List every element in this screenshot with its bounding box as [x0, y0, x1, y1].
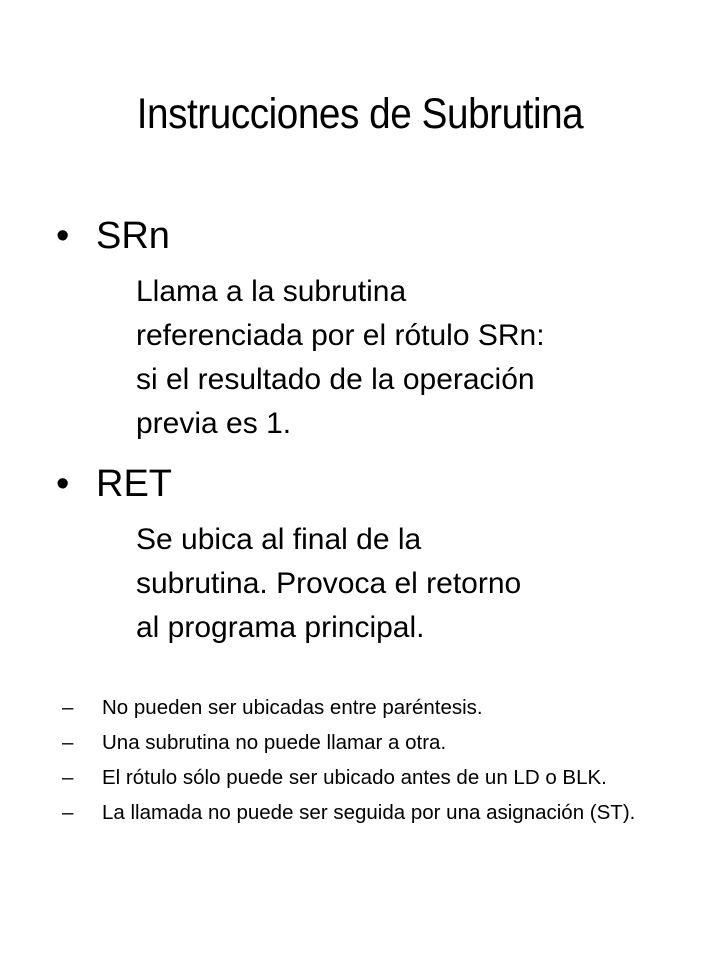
description-ret [136, 518, 696, 650]
bullet-ret [56, 462, 172, 506]
description-line: si el resultado de la operación [136, 363, 535, 396]
description-line: al programa principal. [136, 611, 425, 644]
dash-icon: – [62, 766, 74, 789]
bullet-dot-icon: • [56, 215, 70, 257]
description-line: referenciada por el rótulo SRn: [136, 319, 545, 352]
note-text: No pueden ser ubicadas entre paréntesis. [102, 696, 483, 719]
note-item [62, 694, 662, 722]
description-line: subrutina. Provoca el retorno [136, 567, 522, 600]
dash-icon: – [62, 801, 74, 824]
note-item [62, 799, 662, 827]
note-text: Una subrutina no puede llamar a otra. [102, 731, 447, 754]
bullet-label-ret: RET [96, 463, 172, 505]
dash-icon: – [62, 696, 74, 719]
bullet-label-srn: SRn [96, 215, 170, 257]
bullet-srn [56, 214, 170, 258]
description-line: Llama a la subrutina [136, 275, 407, 308]
bullet-dot-icon: • [56, 463, 70, 505]
note-item [62, 729, 662, 757]
note-text: El rótulo sólo puede ser ubicado antes de un LD o BLK. [102, 766, 607, 789]
description-srn [136, 270, 696, 446]
notes-list [62, 694, 662, 834]
slide-title: Instrucciones de Subrutina [136, 90, 584, 138]
description-line: previa es 1. [136, 407, 292, 440]
description-line: Se ubica al final de la [136, 523, 422, 556]
note-item [62, 764, 662, 792]
dash-icon: – [62, 731, 74, 754]
note-text: La llamada no puede ser seguida por una asignación (ST). [102, 801, 636, 824]
